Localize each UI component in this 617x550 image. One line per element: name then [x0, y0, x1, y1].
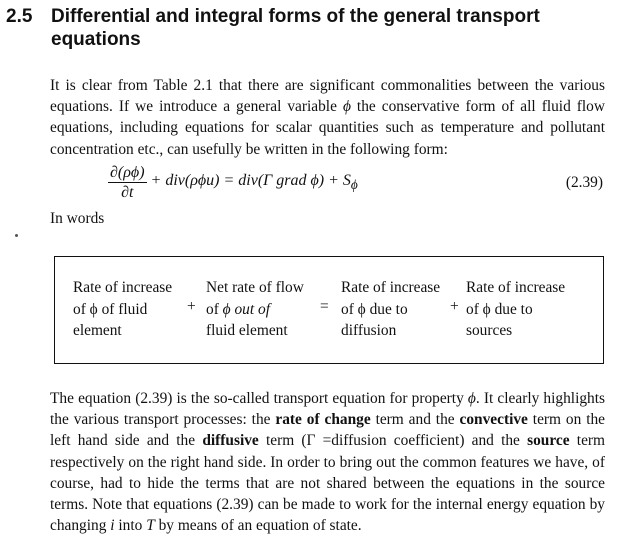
phi-symbol: ϕ out of	[222, 300, 270, 318]
term-line: of ϕ out of	[206, 300, 270, 318]
fraction-numerator: ∂(ρϕ)	[110, 164, 145, 181]
text: . It clearly highlights the various transport processes: the	[50, 390, 605, 429]
section-number: 2.5	[6, 6, 33, 27]
time-derivative-fraction	[108, 163, 147, 202]
term-line: of ϕ due to	[341, 300, 408, 318]
in-words-label: In words	[50, 210, 105, 227]
term-line: Net rate of flow	[206, 279, 304, 296]
text: into	[114, 517, 147, 535]
term-line: Rate of increase	[73, 279, 173, 296]
term-line: Rate of increase	[341, 279, 441, 296]
italic-variable-i: i	[110, 517, 115, 535]
term-line: sources	[466, 322, 513, 339]
transport-equation	[108, 163, 358, 202]
words-equation-box	[54, 256, 604, 364]
intro-text-1: It is clear from Table 2.1 that there are significant commonalities between the various equations. If we introduce a general variable	[50, 77, 605, 116]
fraction-denominator: ∂t	[121, 184, 134, 201]
text: term (Γ =diffusion coefficient) and the	[258, 432, 528, 450]
term-line: element	[73, 322, 122, 339]
source-subscript: ϕ	[350, 177, 358, 193]
italic-variable-T: T	[146, 517, 155, 535]
intro-paragraph	[50, 75, 605, 160]
equation-terms	[151, 172, 358, 193]
term-convective	[206, 277, 304, 342]
phi-symbol: ϕ	[342, 98, 351, 116]
text: The equation (2.39) is the so-called transport equation for property	[50, 390, 468, 407]
term-line: Rate of increase	[466, 279, 566, 296]
bold-term-source: source	[527, 432, 570, 450]
bold-term-diffusive: diffusive	[202, 432, 259, 450]
section-title: Differential and integral forms of the general transport equations	[51, 6, 540, 50]
term-line: diffusion	[341, 322, 397, 339]
equation-number: (2.39)	[565, 174, 603, 191]
text: term and the	[370, 411, 460, 429]
term-line: fluid element	[206, 322, 288, 339]
explanation-paragraph	[50, 388, 605, 536]
equation-rhs: + div(ρϕu) = div(Γ grad ϕ) + S	[150, 171, 351, 189]
bold-term-rate-of-change: rate of change	[275, 411, 371, 429]
text: term respectively on the right hand side. In order to bring out the common features we have, of course, had to hide the terms that are not shared between the equations in the source terms. Note that equations (2.39) can be made to work for the internal energy equation by changing	[50, 432, 605, 535]
phi-symbol: ϕ	[467, 390, 476, 407]
margin-dot	[15, 234, 18, 237]
operator-plus: +	[450, 298, 459, 315]
operator-equals: =	[320, 298, 329, 315]
term-rate-of-change	[73, 277, 172, 342]
bold-term-convective: convective	[459, 411, 528, 429]
term-line: of ϕ due to	[466, 300, 533, 318]
text: term on the left hand side and the	[50, 411, 605, 450]
term-line: of ϕ of fluid	[73, 300, 148, 318]
intro-text-2: the conservative form of all fluid flow equations, including equations for scalar quantities such as temperature and pollutant concentration etc., can usefully be written in the following form:	[50, 98, 605, 158]
operator-plus: +	[187, 298, 196, 315]
text: by means of an equation of state.	[154, 517, 362, 535]
term-diffusive	[341, 277, 440, 342]
term-source	[466, 277, 565, 342]
